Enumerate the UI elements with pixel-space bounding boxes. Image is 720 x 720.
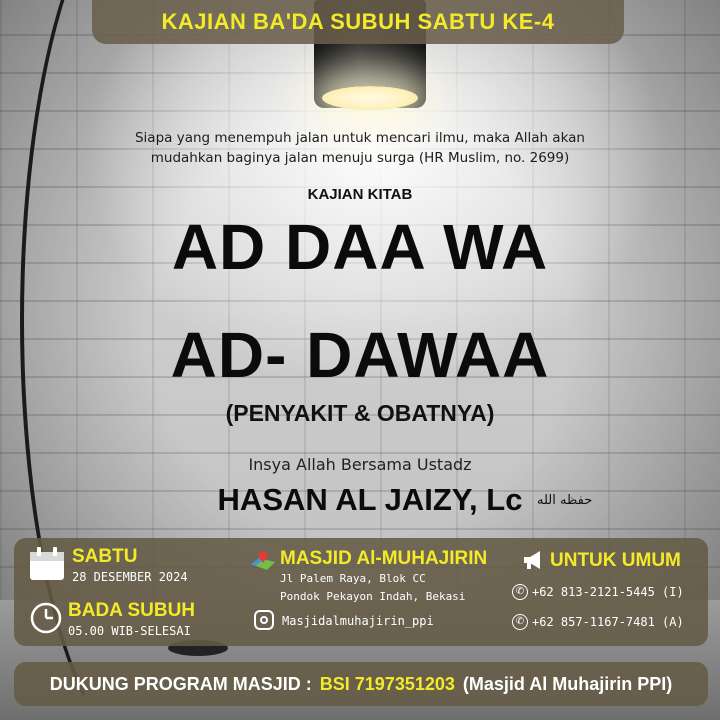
phone-icon: ✆	[512, 584, 528, 600]
top-banner	[92, 0, 624, 44]
quote-line-2: mudahkan baginya jalan menuju surga (HR Muslim, no. 2699)	[150, 150, 570, 166]
day-label: SABTU	[72, 546, 138, 567]
venue-instagram[interactable]: Masjidalmuhajirin_ppi	[282, 614, 434, 628]
donation-banner	[14, 662, 708, 706]
quote-line-1: Siapa yang menempuh jalan untuk mencari ilmu, maka Allah akan	[134, 130, 585, 146]
venue-address-line-1: Jl Palem Raya, Blok CC	[280, 572, 426, 585]
map-pin-icon	[250, 550, 276, 572]
phone-icon: ✆	[512, 614, 528, 630]
book-title-translation: (PENYAKIT & OBATNYA)	[225, 400, 495, 426]
event-info-panel	[14, 538, 708, 646]
megaphone-icon	[522, 550, 546, 570]
speaker-name: HASAN AL JAIZY, Lc	[217, 482, 523, 517]
venue-address-line-2: Pondok Pekayon Indah, Bekasi	[280, 590, 466, 603]
venue-name: MASJID Al-MUHAJIRIN	[280, 548, 488, 569]
event-date: 28 DESEMBER 2024	[72, 570, 188, 584]
contact-phone-2[interactable]: +62 857-1167-7481 (A)	[532, 615, 684, 629]
audience-label: UNTUK UMUM	[550, 550, 681, 571]
clock-icon	[30, 602, 62, 634]
calendar-icon	[28, 546, 66, 582]
lamp-light	[322, 86, 418, 110]
time-label: BADA SUBUH	[68, 600, 196, 621]
donation-account: BSI 7197351203	[319, 673, 455, 694]
speaker-intro: Insya Allah Bersama Ustadz	[248, 455, 472, 474]
book-title-line-2: AD- DAWAA	[170, 319, 550, 391]
donation-label: DUKUNG PROGRAM MASJID :	[49, 673, 312, 694]
kajian-label: KAJIAN KITAB	[307, 186, 413, 203]
instagram-icon	[254, 610, 274, 630]
event-series-title: KAJIAN BA'DA SUBUH SABTU KE-4	[161, 9, 555, 34]
event-time: 05.00 WIB-SELESAI	[68, 624, 191, 638]
speaker-honorific: حفظه الله	[537, 493, 593, 508]
book-title-line-1: AD DAA WA	[171, 211, 549, 283]
contact-phone-1[interactable]: +62 813-2121-5445 (I)	[532, 585, 684, 599]
donation-account-name: (Masjid Al Muhajirin PPI)	[462, 673, 673, 694]
hadith-quote	[100, 128, 620, 168]
